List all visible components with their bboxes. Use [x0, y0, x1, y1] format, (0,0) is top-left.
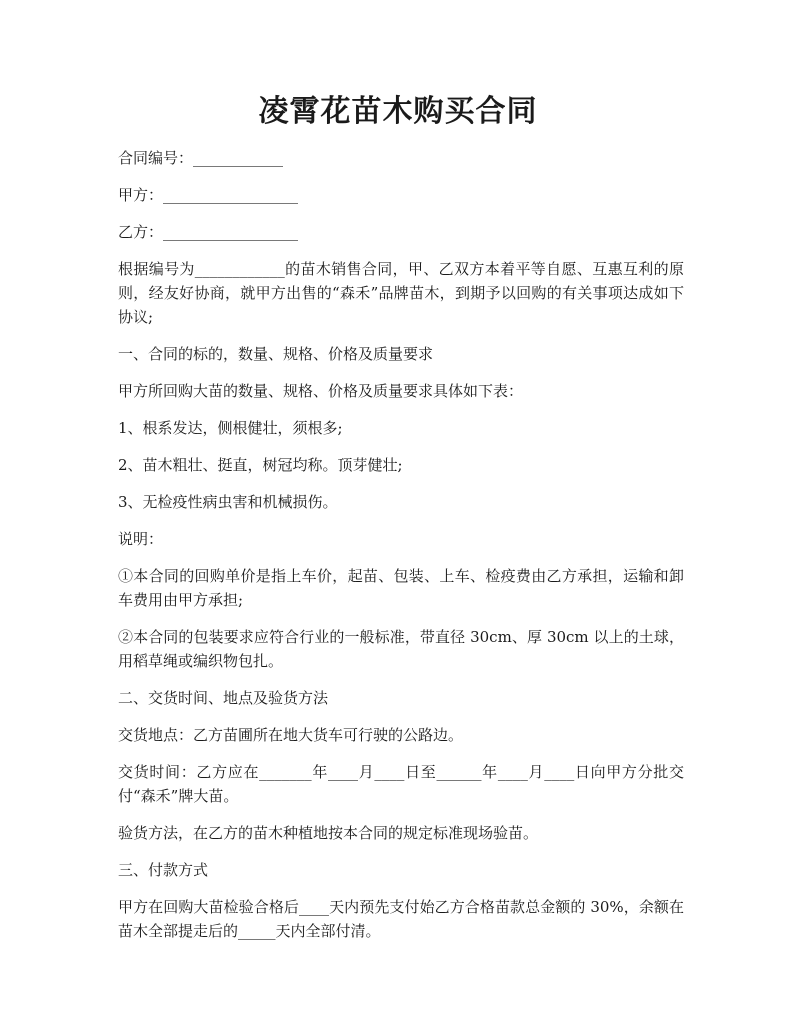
delivery-time: 交货时间：乙方应在_______年____月____日至______年____月____日向甲方分批交付“森禾”牌大苗。 [118, 763, 684, 805]
section-1-heading: 一、合同的标的，数量、规格、价格及质量要求 [118, 345, 434, 363]
section-3-heading: 三、付款方式 [118, 861, 209, 879]
note-1: ①本合同的回购单价是指上车价，起苗、包装、上车、检疫费由乙方承担，运输和卸车费用由甲方承担; [118, 567, 684, 609]
inspection-method: 验货方法，在乙方的苗木种植地按本合同的规定标准现场验苗。 [118, 824, 539, 842]
requirement-item-3: 3、无检疫性病虫害和机械损伤。 [118, 493, 338, 511]
requirement-item-2: 2、苗木粗壮、挺直，树冠均称。顶芽健壮; [118, 456, 403, 474]
party-a-line: 甲方：__________________ [118, 186, 299, 204]
section-2-heading: 二、交货时间、地点及验货方法 [118, 689, 329, 707]
delivery-place: 交货地点：乙方苗圃所在地大货车可行驶的公路边。 [118, 726, 464, 744]
intro-paragraph: 根据编号为____________的苗木销售合同，甲、乙双方本着平等自愿、互惠互利的原则，经友好协商，就甲方出售的“森禾”品牌苗木，到期予以回购的有关事项达成如下协议; [118, 260, 684, 326]
document-body [118, 146, 684, 956]
note-label: 说明： [118, 530, 164, 548]
party-b-line: 乙方：__________________ [118, 223, 299, 241]
note-2: ②本合同的包装要求应符合行业的一般标准，带直径 30cm、厚 30cm 以上的土球，用稻草绳或编织物包扎。 [118, 628, 684, 670]
document-title: 凌霄花苗木购买合同 [258, 94, 538, 129]
requirement-item-1: 1、根系发达，侧根健壮，须根多; [118, 419, 343, 437]
payment-terms: 甲方在回购大苗检验合格后____天内预先支付始乙方合格苗款总金额的 30%，余额在苗木全部提走后的_____天内全部付清。 [118, 898, 684, 940]
section-1-text: 甲方所回购大苗的数量、规格、价格及质量要求具体如下表： [118, 382, 524, 400]
contract-number-line: 合同编号：____________ [118, 149, 284, 167]
